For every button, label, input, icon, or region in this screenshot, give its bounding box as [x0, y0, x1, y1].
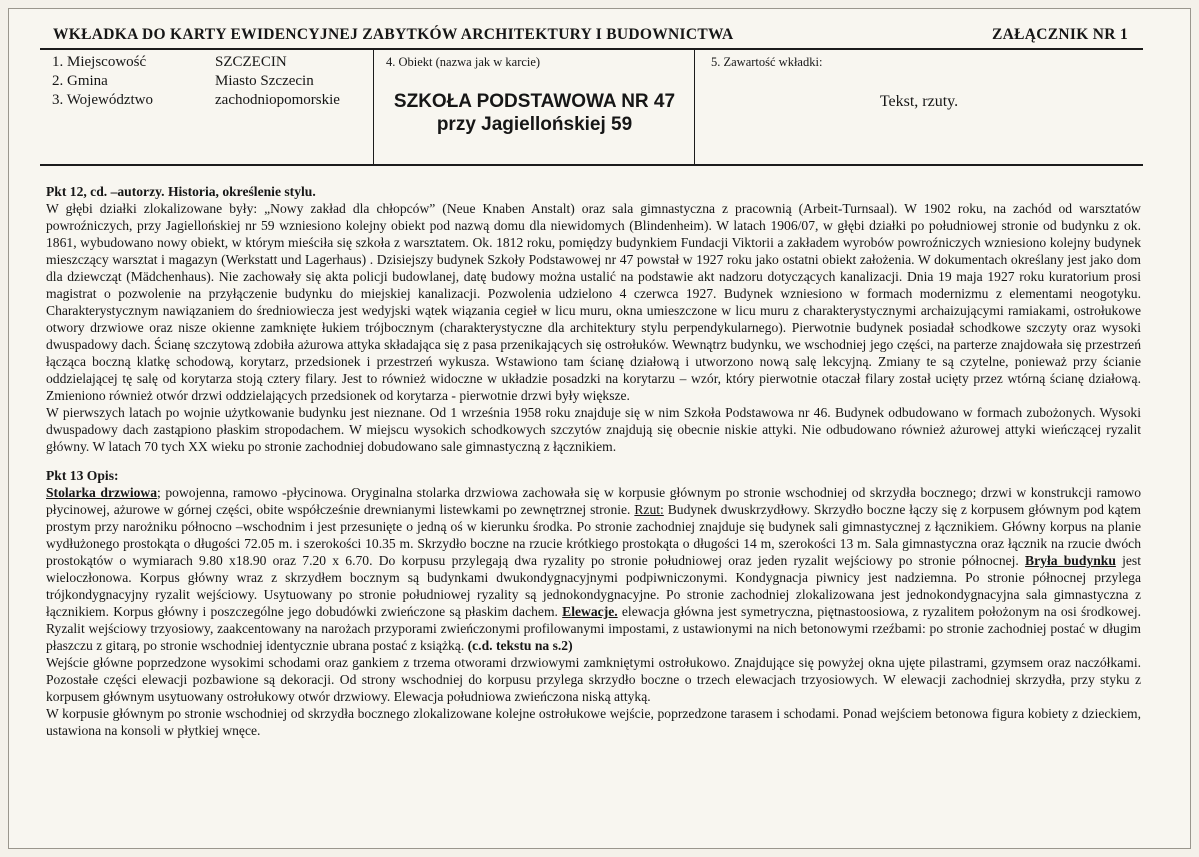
- term-building-mass: Bryła budynku: [1025, 553, 1116, 568]
- content-cell: [695, 50, 1143, 164]
- section12-paragraph-1: W głębi działki zlokalizowane były: „Nowy zakład dla chłopców” (Neue Knaben Anstalt) oraz sala gimnastyczna z pracownią (Arbeit-Turnsaal). W 1902 roku, na zachód od warsztatów powroźniczych, przy Jagiellońskiej nr 59 wzniesiono kolejny obiekt pod nazwą domu dla niewidomych (Blindenheim). W latach 1906/07, w głębi działki po południowej stronie od budynku z ok. 1861, wybudowano nowy obiekt, w którym mieściła się szkoła z warsztatem. Ok. 1812 roku, pomiędzy budynkiem Fundacji Viktorii a zakładem wyrobów powroźniczych wzniesiono kolejny budynek mieszczący warsztat i magazyn (Werkstatt und Lagerhaus) . Dzisiejszy budynek Szkoły Podstawowej nr 47 powstał w 1927 roku jako ostatni obiekt założenia. W dokumentach określany jest jako dom dla dziewcząt (Mädchenhaus). Nie zachowały się akta policji budowlanej, datę budowy można ustalić na podstawie akt nadzoru dotyczących kanalizacji. Dnia 19 maja 1927 roku kuratorium prosi magistrat o pozwolenie na przyłączenie budynku do miejskiej kanalizacji. Pozwolenia udzielono 4 czerwca 1927. Budynek wzniesiono w formach modernizmu z elementami neogotyku. Charakterystycznym nawiązaniem do średniowiecza jest wedyjski wątek wiązania cegieł w licu muru, okna umieszczone w licu muru z charakterystycznymi archaizującymi ramiakami, ostrołukowe otwory drzwiowe oraz nisze okienne zamknięte łukiem trójbocznym (charakterystyczne dla architektury stylu perpendykularnego). Pierwotnie budynek posiadał schodkowe szczyty oraz wysoki dwuspadowy dach. Ścianę szczytową zdobiła ażurowa attyka składająca się z pasa przenikających się ostrołuków. Wewnątrz budynku, we wschodniej jego części, na parterze znajdowała się przestrzeń łącząca boczną klatkę schodową, korytarz, przedsionek i przestrzeń wykusza. Wstawiono tam ścianę działową i utworzono nową salę lekcyjną. Zmiany te są czytelne, ponieważ przy ścianie oddzielającej tę salę od korytarza stoją cztery filary. Jest to również widoczne w układzie posadzki na korytarzu – wzór, który pierwotnie otaczał filary został ucięty przez wtórną ścianę działową. Zmieniono również otwór drzwi oddzielających przedsionek od korytarza - pierwotnie drzwi były większe.: [46, 201, 1141, 403]
- continued-note: (c.d. tekstu na s.2): [467, 638, 573, 653]
- label-locality: 1. Miejscowość: [52, 54, 147, 70]
- content-label: 5. Zawartość wkładki:: [711, 55, 823, 69]
- text-door-joinery: ; powojenna, ramowo -płycinowa. Oryginalna stolarka drzwiowa zachowała się w korpusie głównym po stronie wschodniej od skrzydła bocznego; drzwi w konstrukcji ramowo płycinowej, ażurowe w górnej części, obite współcześnie drewnianymi listewkami po zewnętrznej stronie.: [46, 485, 1141, 517]
- term-plan: Rzut:: [634, 502, 664, 517]
- text-building-mass: jest wieloczłonowa. Korpus główny wraz z skrzydłem bocznym są budynkami dwukondygnacyjnymi podpiwniczonymi. Kondygnacja piwnicy jest nadziemna. Po stronie północnej przylega trójkondygnacyjny ryzalit wejściowy. Usytuowany po stronie południowej ryzality są jednokondygnacyjne. Po stronie zachodniej zlokalizowana jest jednokondygnacyjna sala gimnastyczna z łącznikiem. Korpus główny i poszczególne jego dobudówki zwieńczone są płaskim dachem.: [46, 553, 1142, 619]
- value-voivodeship: zachodniopomorskie: [215, 92, 340, 108]
- text-plan: Budynek dwuskrzydłowy. Skrzydło boczne łączy się z korpusem głównym pod kątem prostym przy narożniku północno –wschodnim i jest przesunięte o jedną oś w kierunku środka. Po stronie zachodniej znajduje się budynek sali gimnastycznej z łącznikiem. Główny korpus na planie wydłużonego prostokąta o długości 72.05 m. i szerokości 10.35 m. Skrzydło boczne na rzucie krótkiego prostokąta o długości 14 m, szerokości 13 m. Sala gimnastyczna oraz łącznik na rzucie dwóch prostokątów o wymiarach 9.80 x18.90 oraz 7.20 x 6.70. Do korpusu przylegają dwa ryzality po stronie południowej oraz jeden ryzalit wejściowy po stronie północnej.: [46, 502, 1142, 568]
- section12-heading: Pkt 12, cd. –autorzy. Historia, określenie stylu.: [46, 184, 316, 199]
- document-title: WKŁADKA DO KARTY EWIDENCYJNEJ ZABYTKÓW ARCHITEKTURY I BUDOWNICTWA: [53, 26, 734, 43]
- section12-paragraph-2: W pierwszych latach po wojnie użytkowanie budynku jest nieznane. Od 1 września 1958 roku znajduje się w nim Szkoła Podstawowa nr 46. Budynek odbudowano w formach zubożonych. Wysoki dwuspadowy dach zastąpiono płaskim stropodachem. W miejscu wysokich schodkowych szczytów znajdują się obecnie niskie attyki. Nie odbudowano również ażurowej attyki wieńczącej ryzalit główny. W latach 70 tych XX wieku po stronie zachodniej dobudowano sale gimnastyczną z łącznikiem.: [46, 405, 1141, 454]
- section-gap: [46, 455, 1141, 467]
- term-elevations: Elewacje.: [562, 604, 618, 619]
- object-label: 4. Obiekt (nazwa jak w karcie): [386, 55, 541, 69]
- term-door-joinery: Stolarka drzwiowa: [46, 485, 158, 500]
- section13-paragraph-2: Wejście główne poprzedzone wysokimi schodami oraz gankiem z trzema otworami drzwiowymi zamkniętymi ostrołukowo. Znajdujące się powyżej okna ujęte pilastrami, gzymsem oraz naczółkami. Pozostałe części elewacji pozbawione są dekoracji. Od strony wschodniej do korpusu przylega skrzydło boczne o trzech elewacjach trzyosiowych. W elewacji zachodniej skrzydła, przy styku z korpusem głównym usytuowany ostrołukowy otwór drzwiowy. Elewacja południowa zwieńczona niską attyką.: [46, 655, 1141, 704]
- label-commune: 2. Gmina: [52, 73, 108, 89]
- object-name-line1: SZKOŁA PODSTAWOWA NR 47: [393, 91, 676, 112]
- value-commune: Miasto Szczecin: [215, 73, 314, 89]
- value-locality: SZCZECIN: [215, 54, 287, 70]
- content-value: Tekst, rzuty.: [879, 93, 959, 110]
- object-cell: [374, 50, 695, 164]
- section13-heading: Pkt 13 Opis:: [46, 468, 119, 483]
- location-cell: [40, 50, 374, 164]
- document-header: [40, 24, 1143, 48]
- attachment-number: ZAŁĄCZNIK NR 1: [992, 26, 1128, 43]
- document-body: [46, 183, 1141, 739]
- object-name-line2: przy Jagiellońskiej 59: [436, 114, 633, 135]
- info-table: [40, 48, 1143, 166]
- text-elevations: elewacja główna jest symetryczna, piętnastoosiowa, z ryzalitem położonym na osi środkowej. Ryzalit wejściowy trzyosiowy, zaakcentowany na narożach przyporami zwieńczonymi profilowanymi impostami, z ustawionymi na nich betonowymi rzeźbami: po stronie zachodniej postać w długim płaszczu z gitarą, po stronie wschodniej identycznie ubrana postać z książką.: [46, 604, 1141, 653]
- section13-paragraph-3: W korpusie głównym po stronie wschodniej od skrzydła bocznego zlokalizowane kolejne ostrołukowe wejście, poprzedzone tarasem i schodami. Ponad wejściem betonowa figura kobiety z dzieckiem, ustawiona na konsoli w płytkiej wnęce.: [46, 706, 1141, 738]
- object-name: [374, 90, 695, 136]
- section13-paragraph-1: [46, 484, 1141, 654]
- label-voivodeship: 3. Województwo: [52, 92, 154, 108]
